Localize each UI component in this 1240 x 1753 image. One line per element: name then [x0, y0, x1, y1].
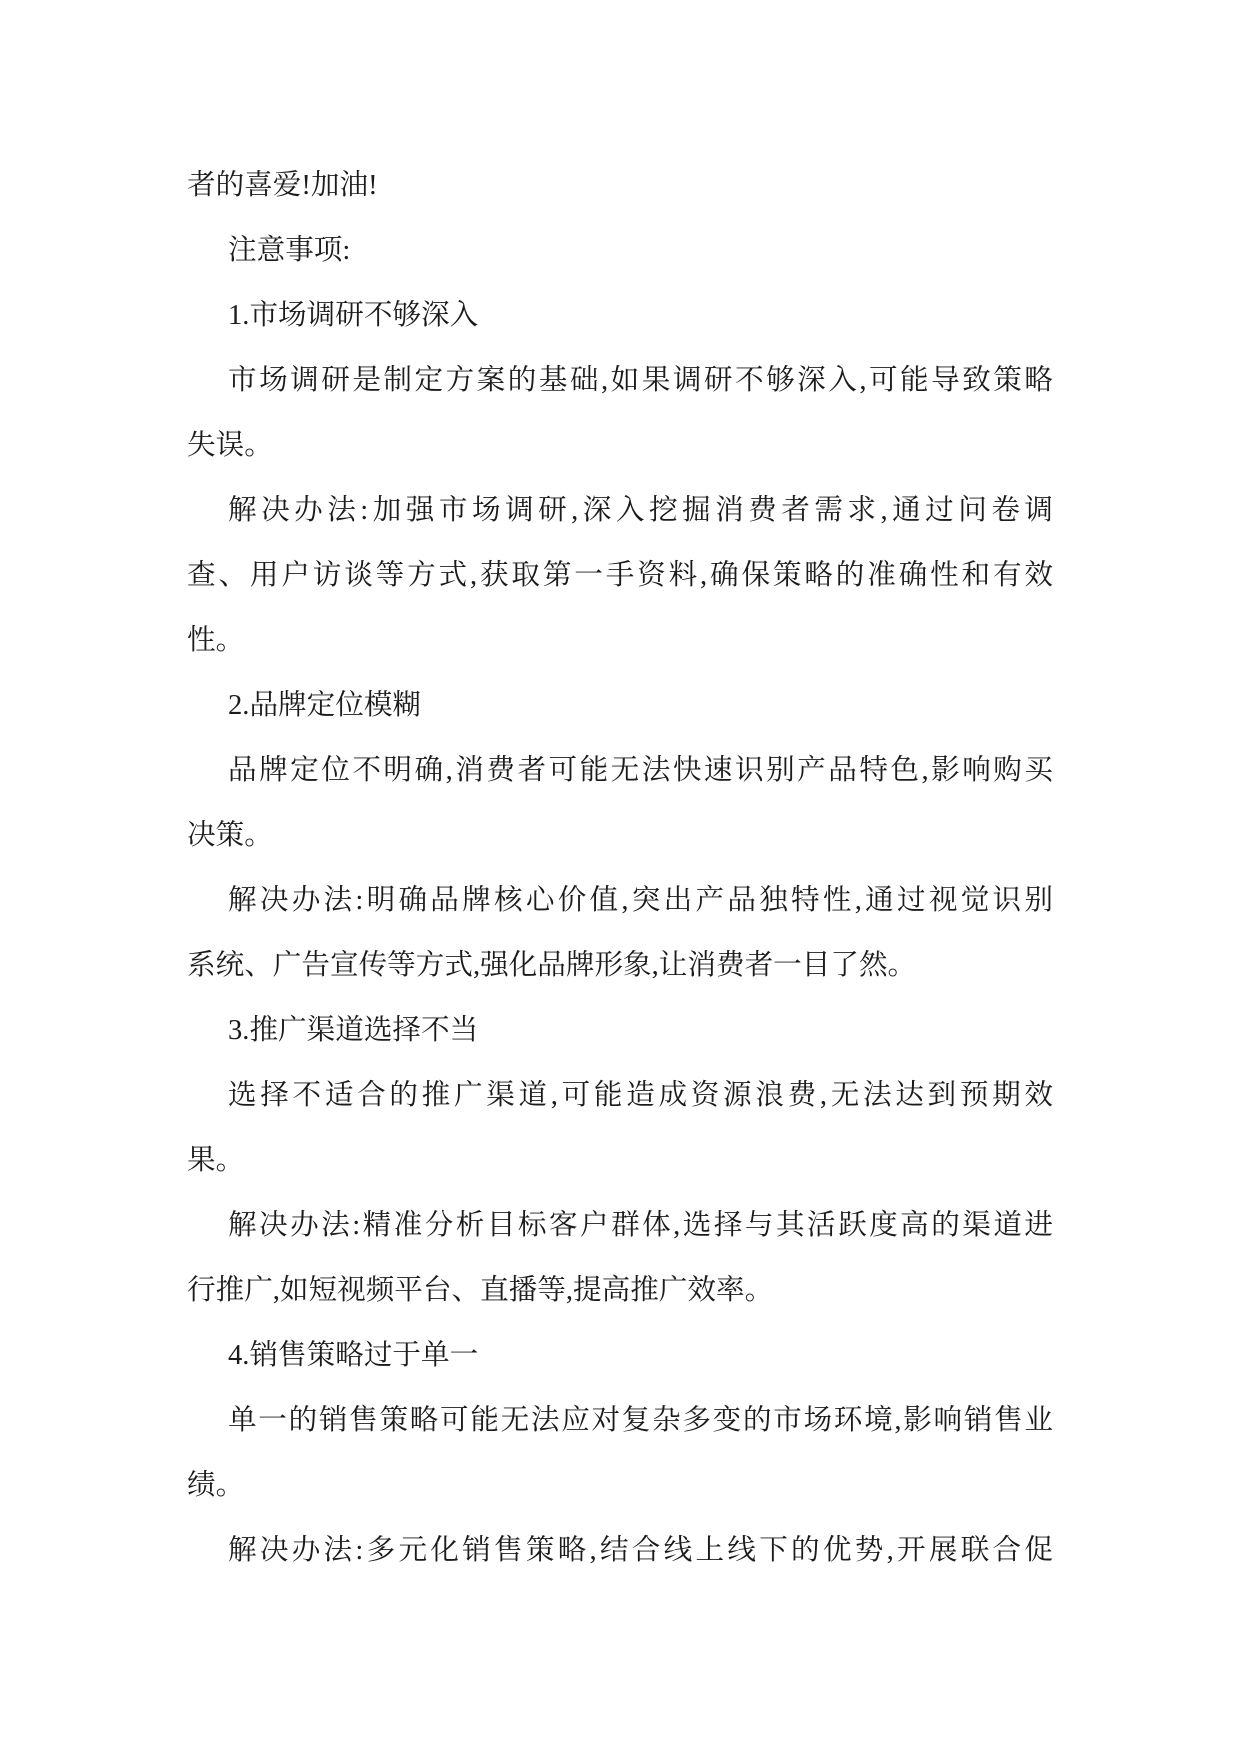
paragraph — [187, 738, 1053, 868]
text-line: 解决办法:多元化销售策略,结合线上线下的优势,开展联合促 — [228, 1535, 1053, 1566]
text-line: 1.市场调研不够深入 — [228, 300, 479, 331]
paragraph — [187, 1063, 1053, 1193]
text-line: 绩。 — [187, 1470, 245, 1501]
paragraph — [187, 868, 1053, 998]
paragraph — [187, 348, 1053, 478]
paragraph — [187, 478, 1053, 673]
paragraph — [187, 218, 1053, 283]
paragraph — [187, 153, 1053, 218]
document-text-block — [187, 153, 1053, 1583]
text-line: 注意事项: — [228, 235, 351, 266]
paragraph — [187, 673, 1053, 738]
paragraph — [187, 1518, 1053, 1583]
text-line: 市场调研是制定方案的基础,如果调研不够深入,可能导致策略 — [228, 365, 1053, 396]
text-line: 3.推广渠道选择不当 — [228, 1015, 479, 1046]
text-line: 4.销售策略过于单一 — [228, 1340, 479, 1371]
text-line: 解决办法:精准分析目标客户群体,选择与其活跃度高的渠道进 — [228, 1210, 1053, 1241]
text-line: 解决办法:加强市场调研,深入挖掘消费者需求,通过问卷调 — [228, 495, 1053, 526]
text-line: 果。 — [187, 1145, 245, 1176]
paragraph — [187, 998, 1053, 1063]
text-line: 选择不适合的推广渠道,可能造成资源浪费,无法达到预期效 — [228, 1080, 1053, 1111]
text-line: 查、用户访谈等方式,获取第一手资料,确保策略的准确性和有效 — [187, 560, 1053, 591]
text-line: 者的喜爱!加油! — [187, 170, 378, 201]
text-line: 行推广,如短视频平台、直播等,提高推广效率。 — [187, 1275, 774, 1306]
paragraph — [187, 283, 1053, 348]
paragraph — [187, 1323, 1053, 1388]
text-line: 失误。 — [187, 430, 273, 461]
paragraph — [187, 1193, 1053, 1323]
text-line: 品牌定位不明确,消费者可能无法快速识别产品特色,影响购买 — [228, 755, 1053, 786]
text-line: 决策。 — [187, 820, 273, 851]
text-line: 解决办法:明确品牌核心价值,突出产品独特性,通过视觉识别 — [228, 885, 1053, 916]
text-line: 2.品牌定位模糊 — [228, 690, 422, 721]
text-line: 系统、广告宣传等方式,强化品牌形象,让消费者一目了然。 — [187, 950, 917, 981]
text-line: 单一的销售策略可能无法应对复杂多变的市场环境,影响销售业 — [228, 1405, 1053, 1436]
paragraph — [187, 1388, 1053, 1518]
text-line: 性。 — [187, 625, 245, 656]
